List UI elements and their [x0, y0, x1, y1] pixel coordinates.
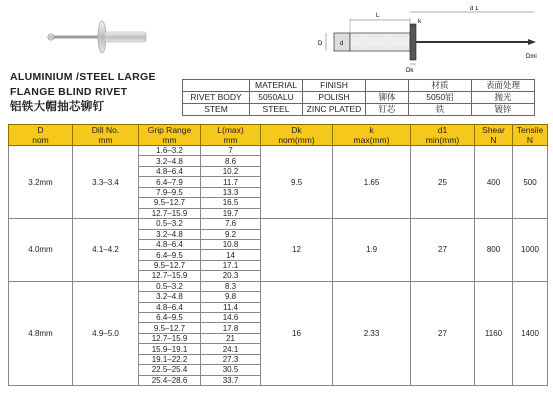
grip-range-cell: 0.5–3.2: [139, 281, 201, 291]
l-max-cell: 8.6: [201, 156, 261, 166]
l-max-cell: 33.7: [201, 375, 261, 385]
l-max-cell: 9.8: [201, 292, 261, 302]
material-cell: ZINC PLATED: [303, 104, 366, 116]
grip-range-cell: 4.8–6.4: [139, 166, 201, 176]
grip-range-cell: 4.8–6.4: [139, 302, 201, 312]
l-max-cell: 7.6: [201, 219, 261, 229]
grip-range-cell: 7.9–9.5: [139, 187, 201, 197]
grip-range-cell: 19.1–22.2: [139, 354, 201, 364]
grip-range-cell: 22.5–25.4: [139, 365, 201, 375]
material-cell: 铁: [409, 104, 472, 116]
material-header-cell: [366, 80, 409, 92]
material-cell: 镀锌: [472, 104, 535, 116]
material-cell: POLISH: [303, 92, 366, 104]
l-max-cell: 20.3: [201, 271, 261, 281]
grip-range-cell: 25.4–28.6: [139, 375, 201, 385]
l-max-cell: 17.8: [201, 323, 261, 333]
l-max-cell: 7: [201, 146, 261, 156]
label-D: D: [318, 41, 323, 47]
grip-range-cell: 6.4–9.5: [139, 313, 201, 323]
material-header-cell: 材质: [409, 80, 472, 92]
tensile-cell: 1000: [513, 219, 548, 282]
l-max-cell: 16.5: [201, 198, 261, 208]
grip-range-cell: 3.2–4.8: [139, 156, 201, 166]
material-row: [183, 92, 535, 104]
rivet-photo: [40, 12, 150, 62]
dk-cell: 9.5: [261, 146, 333, 219]
k-cell: 1.65: [333, 146, 411, 219]
product-title: [10, 70, 156, 115]
grip-range-cell: 3.2–4.8: [139, 292, 201, 302]
grip-range-cell: 12.7–15.9: [139, 208, 201, 218]
l-max-cell: 14: [201, 250, 261, 260]
spec-header-row: [9, 125, 548, 146]
header-tensile: Tensile N: [513, 125, 548, 146]
d1-cell: 25: [411, 146, 475, 219]
shear-cell: 800: [475, 219, 513, 282]
material-cell: 5050ALU: [250, 92, 303, 104]
material-header-cell: MATERIAL: [250, 80, 303, 92]
grip-range-cell: 9.5–12.7: [139, 323, 201, 333]
d1-cell: 27: [411, 281, 475, 385]
material-header-cell: [183, 80, 250, 92]
material-cell: 5050铝: [409, 92, 472, 104]
grip-range-cell: 9.5–12.7: [139, 198, 201, 208]
material-row: [183, 104, 535, 116]
label-k: k: [418, 19, 421, 25]
l-max-cell: 30.5: [201, 365, 261, 375]
l-max-cell: 27.3: [201, 354, 261, 364]
label-Dk: Dk: [406, 68, 414, 74]
k-cell: 1.9: [333, 219, 411, 282]
material-cell: RIVET BODY: [183, 92, 250, 104]
l-max-cell: 21: [201, 333, 261, 343]
header-drill-no: Dill No. mm: [73, 125, 139, 146]
grip-range-cell: 4.8–6.4: [139, 239, 201, 249]
header-grip-range: Grip Range mm: [139, 125, 201, 146]
material-cell: STEM: [183, 104, 250, 116]
header-d: D nom: [9, 125, 73, 146]
d-cell: 3.2mm: [9, 146, 73, 219]
l-max-cell: 8.3: [201, 281, 261, 291]
grip-range-cell: 12.7–15.9: [139, 271, 201, 281]
grip-range-cell: 0.5–3.2: [139, 219, 201, 229]
l-max-cell: 9.2: [201, 229, 261, 239]
grip-range-cell: 12.7–15.9: [139, 333, 201, 343]
header-l-max: L(max) mm: [201, 125, 261, 146]
grip-range-cell: 15.9–19.1: [139, 344, 201, 354]
l-max-cell: 14.6: [201, 313, 261, 323]
shear-cell: 1160: [475, 281, 513, 385]
tensile-cell: 500: [513, 146, 548, 219]
spec-body: [9, 146, 548, 386]
specification-table: [8, 124, 548, 386]
material-header-cell: 表面处理: [472, 80, 535, 92]
grip-range-cell: 6.4–9.5: [139, 250, 201, 260]
material-header-row: [183, 80, 535, 92]
grip-range-cell: 3.2–4.8: [139, 229, 201, 239]
l-max-cell: 11.4: [201, 302, 261, 312]
drill-cell: 4.9–5.0: [73, 281, 139, 385]
l-max-cell: 19.7: [201, 208, 261, 218]
rivet-dimension-diagram: [300, 6, 550, 76]
l-max-cell: 17.1: [201, 260, 261, 270]
material-cell: 钉芯: [366, 104, 409, 116]
material-header-cell: FINISH: [303, 80, 366, 92]
material-cell: 铆体: [366, 92, 409, 104]
drill-cell: 3.3–3.4: [73, 146, 139, 219]
material-table: [182, 79, 535, 116]
title-line-2: FLANGE BLIND RIVET: [10, 86, 128, 98]
material-cell: 抛光: [472, 92, 535, 104]
shear-cell: 400: [475, 146, 513, 219]
l-max-cell: 10.2: [201, 166, 261, 176]
table-row: [9, 219, 548, 229]
l-max-cell: 13.3: [201, 187, 261, 197]
grip-range-cell: 9.5–12.7: [139, 260, 201, 270]
grip-range-cell: 1.6–3.2: [139, 146, 201, 156]
title-chinese: 铝铁大帽抽芯铆钉: [10, 101, 105, 113]
material-cell: STEEL: [250, 104, 303, 116]
l-max-cell: 24.1: [201, 344, 261, 354]
d-cell: 4.8mm: [9, 281, 73, 385]
title-line-1: ALUMINIUM /STEEL LARGE: [10, 71, 156, 83]
k-cell: 2.33: [333, 281, 411, 385]
table-row: [9, 146, 548, 156]
tensile-cell: 1400: [513, 281, 548, 385]
drill-cell: 4.1–4.2: [73, 219, 139, 282]
header-shear: Shear N: [475, 125, 513, 146]
header-k: k max(mm): [333, 125, 411, 146]
label-L: L: [376, 13, 380, 19]
dk-cell: 16: [261, 281, 333, 385]
table-row: [9, 281, 548, 291]
l-max-cell: 10.8: [201, 239, 261, 249]
d1-cell: 27: [411, 219, 475, 282]
grip-range-cell: 6.4–7.9: [139, 177, 201, 187]
dk-cell: 12: [261, 219, 333, 282]
label-d1: d 1: [470, 6, 479, 12]
l-max-cell: 11.7: [201, 177, 261, 187]
header-d1: d1 min(mm): [411, 125, 475, 146]
d-cell: 4.0mm: [9, 219, 73, 282]
label-Dm: Dmi: [526, 54, 537, 60]
label-d: d: [340, 41, 344, 47]
header-dk: Dk nom(mm): [261, 125, 333, 146]
